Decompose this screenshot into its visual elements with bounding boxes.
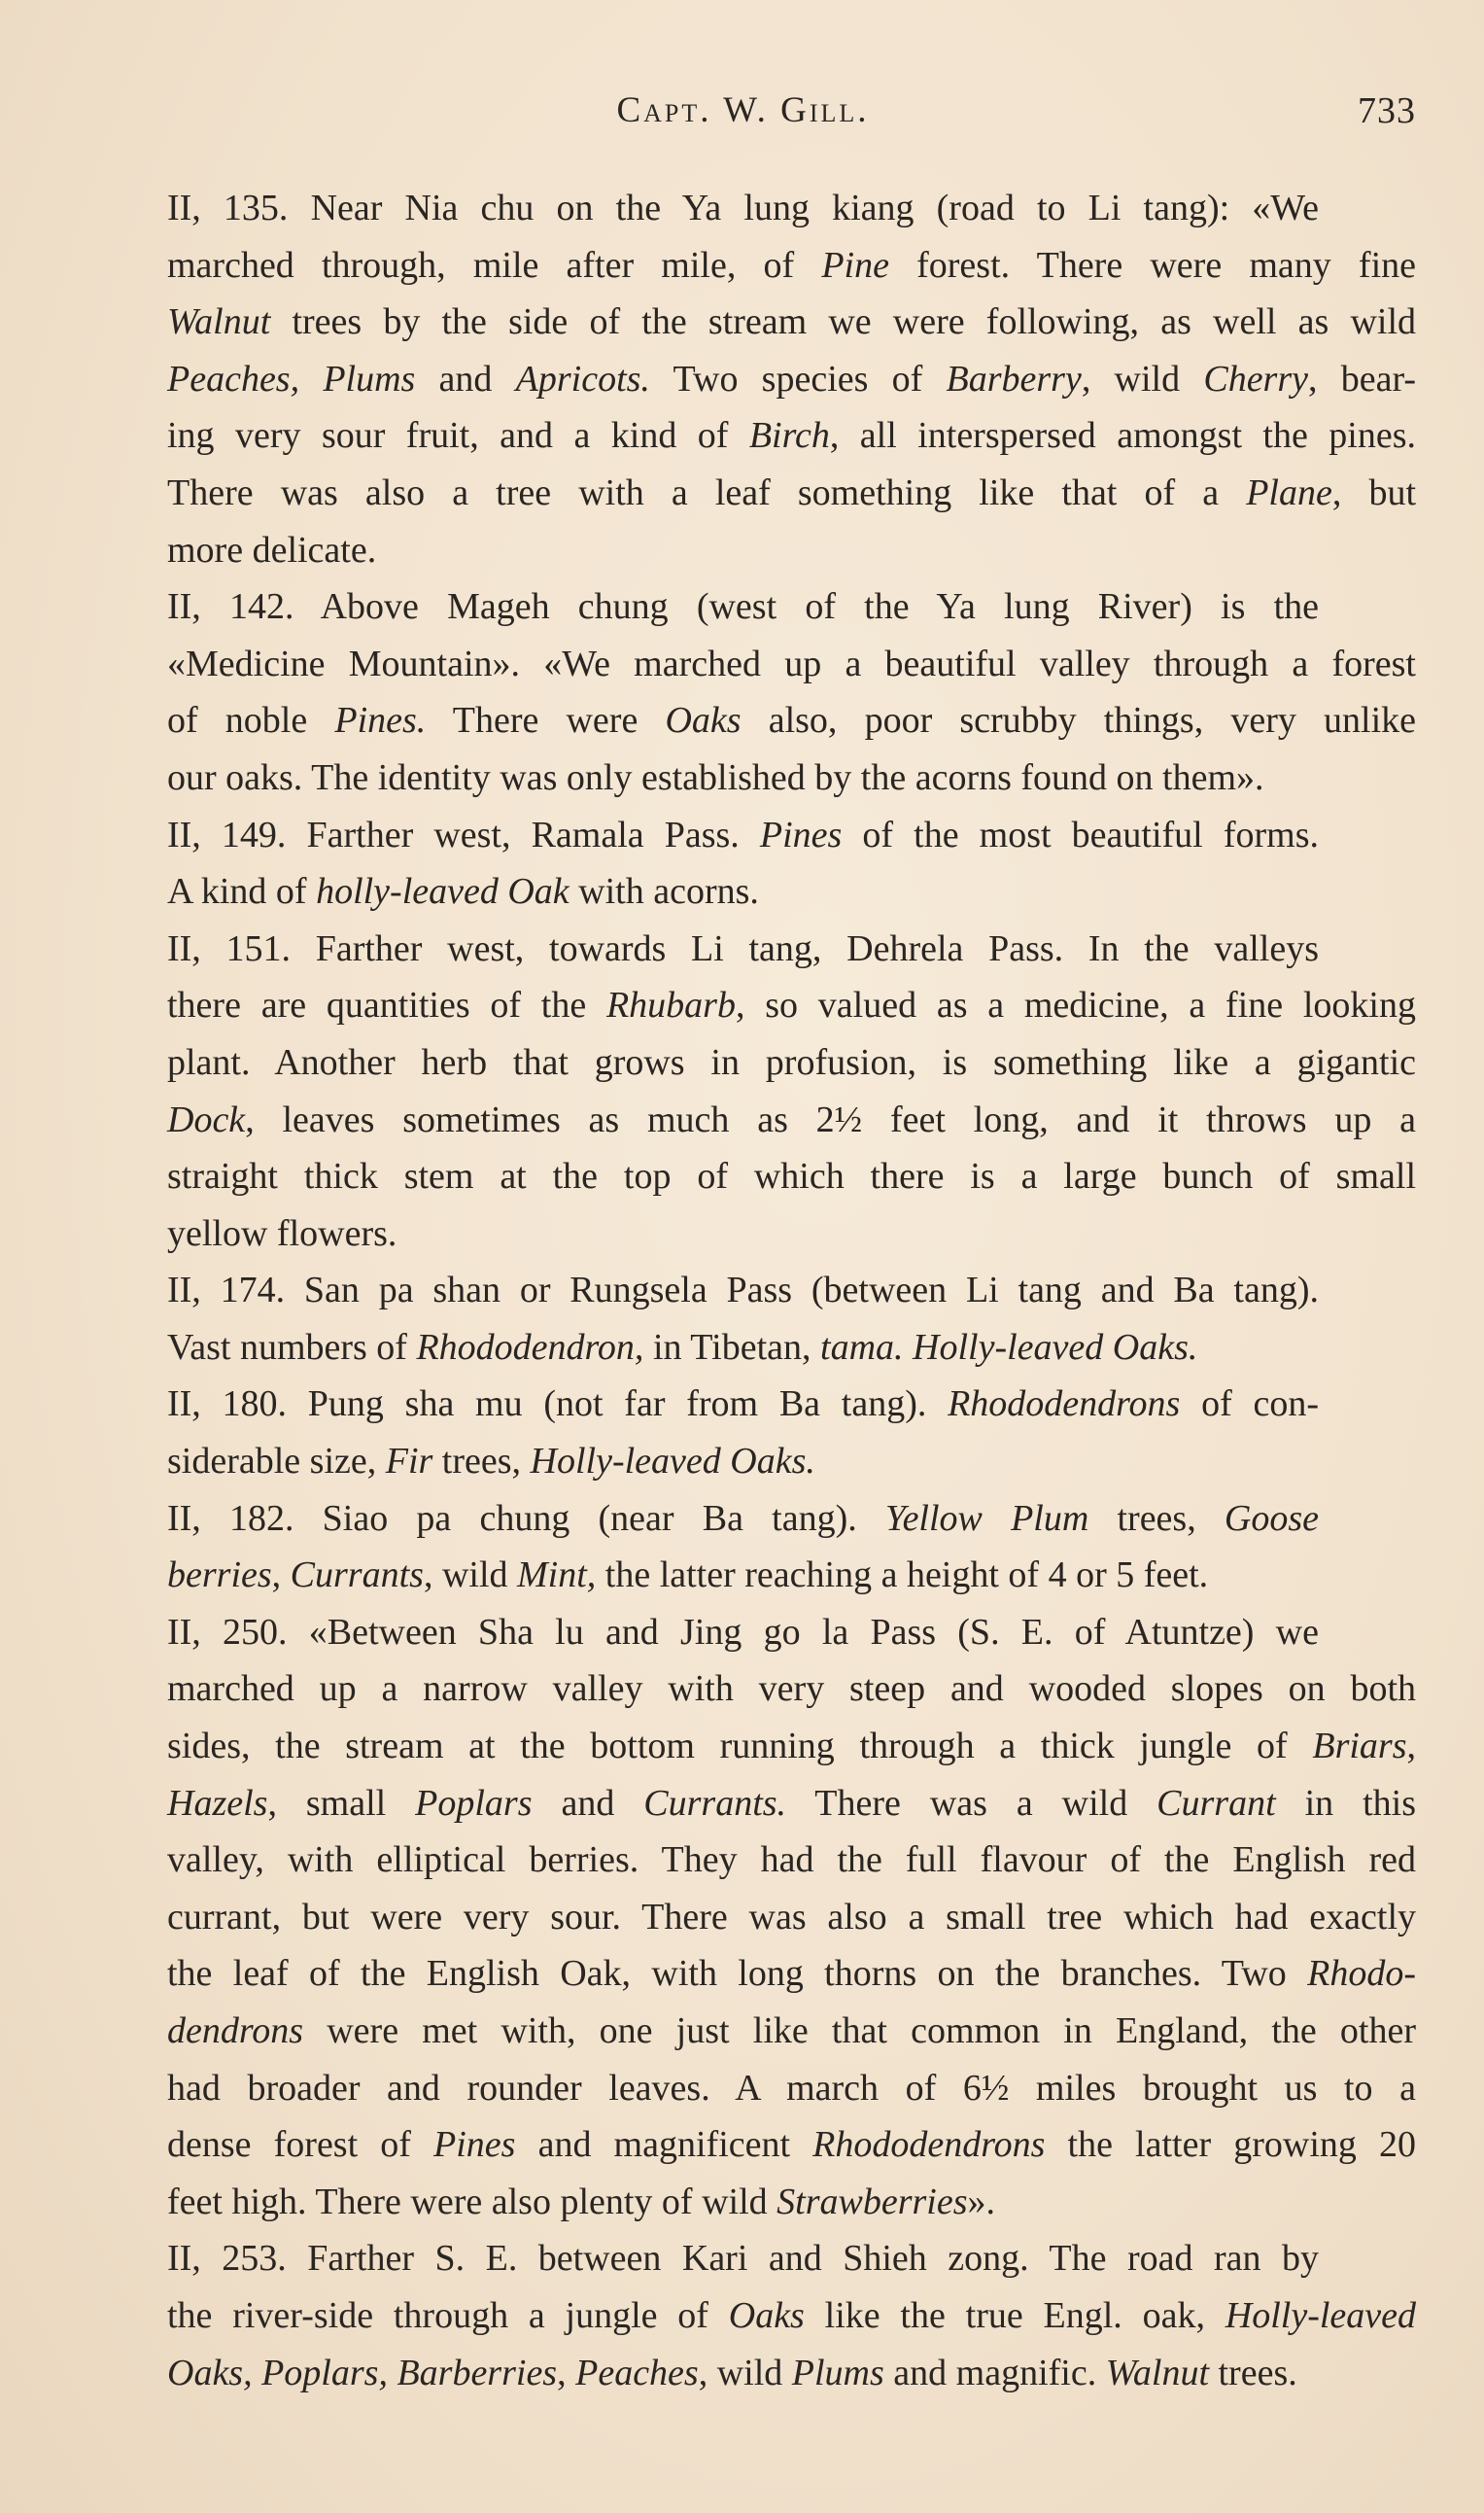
page-number: 733 bbox=[1358, 90, 1416, 131]
text-line bbox=[70, 1376, 1319, 1433]
text-run: , bbox=[271, 1554, 291, 1596]
text-run: , wild bbox=[698, 2352, 792, 2393]
italic-term: Apricots. bbox=[515, 358, 650, 400]
text-run: II, 253. Farther S. E. between Kari and Shieh zong. The road ran by bbox=[167, 2238, 1319, 2280]
text-run: of the most beautiful forms. bbox=[842, 814, 1319, 855]
text-run: more delicate. bbox=[167, 529, 377, 571]
italic-term: Rhododendrons bbox=[948, 1383, 1181, 1425]
text-run: yellow flowers. bbox=[167, 1212, 397, 1254]
text-line bbox=[70, 1433, 1416, 1490]
paragraph bbox=[70, 1376, 1416, 1489]
paragraph bbox=[70, 578, 1416, 806]
italic-term: Oaks, Poplars, Barberries bbox=[167, 2352, 558, 2393]
text-line bbox=[70, 1262, 1319, 1319]
text-run: , leaves sometimes as much as 2½ feet long, and it throws up a bbox=[245, 1099, 1416, 1140]
text-line bbox=[70, 692, 1416, 750]
text-line bbox=[70, 2345, 1416, 2402]
text-run: , small bbox=[267, 1782, 416, 1824]
text-line bbox=[70, 2116, 1416, 2174]
italic-term: Peaches, Plums bbox=[167, 358, 416, 400]
italic-term: Dock bbox=[167, 1099, 246, 1140]
italic-term: Currant bbox=[1156, 1782, 1276, 1824]
text-run: II, 142. Above Mageh chung (west of the Ya lung River) is the bbox=[167, 586, 1319, 628]
text-run: siderable size, bbox=[167, 1441, 386, 1483]
text-line bbox=[70, 1490, 1319, 1548]
text-line bbox=[70, 750, 1416, 807]
italic-term: Pines. bbox=[334, 700, 427, 742]
italic-term: Barberry bbox=[946, 358, 1082, 400]
body-text bbox=[70, 180, 1416, 2401]
italic-term: Plane bbox=[1246, 471, 1332, 513]
paragraph bbox=[70, 2230, 1416, 2401]
text-run: There were bbox=[426, 700, 666, 742]
text-run: , so valued as a medicine, a fine looking bbox=[735, 985, 1416, 1027]
text-run: the river-side through a jungle of bbox=[167, 2294, 729, 2336]
text-run: the latter growing 20 bbox=[1045, 2124, 1416, 2166]
text-run: of con- bbox=[1180, 1383, 1319, 1425]
text-line bbox=[70, 1604, 1319, 1661]
text-line bbox=[70, 2174, 1416, 2231]
italic-term: Holly-leaved bbox=[1225, 2294, 1416, 2336]
text-run: , bear- bbox=[1308, 358, 1417, 400]
page-header bbox=[70, 89, 1416, 138]
text-line bbox=[70, 1319, 1416, 1377]
text-line bbox=[70, 465, 1416, 522]
italic-term: tama. Holly-leaved Oaks. bbox=[820, 1326, 1198, 1368]
text-run: dense forest of bbox=[167, 2124, 434, 2166]
text-line bbox=[70, 921, 1319, 978]
paragraph bbox=[70, 1490, 1416, 1604]
text-run: marched through, mile after mile, of bbox=[167, 244, 822, 286]
italic-term: Pine bbox=[821, 244, 889, 286]
text-run: Vast numbers of bbox=[167, 1326, 417, 1368]
paragraph bbox=[70, 1262, 1416, 1376]
paragraph bbox=[70, 921, 1416, 1263]
text-line bbox=[70, 578, 1319, 636]
text-run: our oaks. The identity was only established by the acorns found on them». bbox=[167, 756, 1264, 798]
text-run: and bbox=[532, 1782, 644, 1824]
italic-term: Oaks bbox=[728, 2294, 805, 2336]
text-run: like the true Engl. oak, bbox=[804, 2294, 1225, 2336]
text-line bbox=[70, 977, 1416, 1034]
italic-term: Pines bbox=[759, 814, 843, 855]
text-run: ». bbox=[967, 2181, 996, 2222]
text-run: the latter reaching a height of 4 or 5 feet. bbox=[596, 1554, 1209, 1596]
italic-term: Birch bbox=[748, 415, 830, 457]
text-run: in Tibetan, bbox=[643, 1326, 821, 1368]
italic-term: dendrons bbox=[167, 2010, 304, 2051]
italic-term: Cherry bbox=[1203, 358, 1308, 400]
text-line bbox=[70, 2230, 1319, 2287]
text-run: Two species of bbox=[649, 358, 947, 400]
paragraph bbox=[70, 1604, 1416, 2231]
text-run: trees, bbox=[1088, 1497, 1225, 1539]
italic-term: Walnut bbox=[1105, 2352, 1209, 2393]
text-run: had broader and rounder leaves. A march of 6½ miles brought us to a bbox=[167, 2067, 1416, 2109]
text-run: trees, bbox=[432, 1441, 531, 1483]
text-line bbox=[70, 1660, 1416, 1718]
text-line bbox=[70, 1832, 1416, 1889]
text-run: There was also a tree with a leaf something like that of a bbox=[167, 471, 1247, 513]
text-run: currant, but were very sour. There was also a small tree which had exactly bbox=[167, 1896, 1416, 1937]
italic-term: Briars bbox=[1312, 1726, 1407, 1767]
italic-term: Rhubarb bbox=[605, 985, 736, 1027]
text-run: , but bbox=[1331, 471, 1417, 513]
text-run: marched up a narrow valley with very steep and wooded slopes on both bbox=[167, 1668, 1416, 1710]
italic-term: Peaches bbox=[575, 2352, 699, 2393]
italic-term: Holly-leaved Oaks. bbox=[530, 1441, 815, 1483]
italic-term: Yellow Plum bbox=[884, 1497, 1089, 1539]
text-line bbox=[70, 1547, 1416, 1604]
italic-term: Strawberries bbox=[777, 2181, 968, 2222]
italic-term: Plums bbox=[791, 2352, 884, 2393]
text-run: A kind of bbox=[167, 871, 317, 913]
text-line bbox=[70, 807, 1319, 864]
italic-term: Currants. bbox=[643, 1782, 787, 1824]
text-run: in this bbox=[1275, 1782, 1416, 1824]
italic-term: Fir bbox=[385, 1441, 433, 1483]
text-run: and bbox=[415, 358, 516, 400]
text-line bbox=[70, 1034, 1416, 1092]
text-line bbox=[70, 2287, 1416, 2345]
text-run: there are quantities of the bbox=[167, 985, 606, 1027]
text-run: There was a wild bbox=[786, 1782, 1157, 1824]
text-run: , wild bbox=[1081, 358, 1204, 400]
text-line bbox=[70, 351, 1416, 408]
text-run: II, 180. Pung sha mu (not far from Ba tang). bbox=[167, 1383, 949, 1425]
italic-term: Hazels bbox=[167, 1782, 268, 1824]
text-run: ing very sour fruit, and a kind of bbox=[167, 415, 749, 457]
text-run: valley, with elliptical berries. They had the full flavour of the English red bbox=[167, 1839, 1416, 1881]
italic-term: Rhododendron, bbox=[416, 1326, 644, 1368]
text-line bbox=[70, 407, 1416, 465]
paragraph bbox=[70, 807, 1416, 921]
text-line bbox=[70, 636, 1416, 693]
text-run: II, 135. Near Nia chu on the Ya lung kiang (road to Li tang): «We bbox=[167, 188, 1319, 228]
text-line bbox=[70, 294, 1416, 351]
text-run: and magnific. bbox=[883, 2352, 1106, 2393]
text-line bbox=[70, 2003, 1416, 2060]
italic-term: Mint, bbox=[517, 1554, 597, 1596]
text-run: II, 182. Siao pa chung (near Ba tang). bbox=[167, 1497, 885, 1539]
text-line bbox=[70, 1148, 1416, 1205]
text-run: II, 151. Farther west, towards Li tang, Dehrela Pass. In the valleys bbox=[167, 927, 1319, 969]
text-line bbox=[70, 1775, 1416, 1832]
text-run: , bbox=[1406, 1726, 1416, 1767]
text-line bbox=[70, 1205, 1416, 1263]
text-run: , wild bbox=[423, 1554, 517, 1596]
text-run: feet high. There were also plenty of wild bbox=[167, 2181, 777, 2222]
text-run: were met with, one just like that common in England, the other bbox=[303, 2010, 1416, 2051]
paragraph bbox=[70, 180, 1416, 578]
text-run: sides, the stream at the bottom running through a thick jungle of bbox=[167, 1726, 1313, 1767]
text-line bbox=[70, 1889, 1416, 1946]
italic-term: Walnut bbox=[167, 301, 271, 343]
italic-term: Rhododendrons bbox=[812, 2124, 1046, 2166]
text-run: II, 174. San pa shan or Rungsela Pass (between Li tang and Ba tang). bbox=[167, 1270, 1319, 1311]
text-run: trees by the side of the stream we were following, as well as wild bbox=[270, 301, 1416, 343]
text-run: , all interspersed amongst the pines. bbox=[829, 415, 1416, 457]
italic-term: Currants bbox=[290, 1554, 424, 1596]
running-head: Capt. W. Gill. bbox=[616, 90, 870, 130]
text-run: «Medicine Mountain». «We marched up a beautiful valley through a forest bbox=[167, 643, 1416, 684]
text-run: , bbox=[557, 2352, 576, 2393]
text-line bbox=[70, 863, 1416, 921]
text-run: and magnificent bbox=[515, 2124, 813, 2166]
italic-term: Poplars bbox=[415, 1782, 533, 1824]
text-line bbox=[70, 522, 1416, 579]
text-run: forest. There were many fine bbox=[888, 244, 1417, 286]
italic-term: berries bbox=[167, 1554, 272, 1596]
text-run: the leaf of the English Oak, with long thorns on the branches. Two bbox=[167, 1953, 1308, 1995]
text-line bbox=[70, 180, 1319, 237]
text-line bbox=[70, 237, 1416, 295]
italic-term: Pines bbox=[433, 2124, 516, 2166]
text-run: trees. bbox=[1209, 2352, 1297, 2393]
text-run: II, 149. Farther west, Ramala Pass. bbox=[167, 814, 760, 855]
text-run: of noble bbox=[167, 700, 335, 742]
italic-term: holly-leaved Oak bbox=[316, 871, 569, 913]
text-run: II, 250. «Between Sha lu and Jing go la Pass (S. E. of Atuntze) we bbox=[167, 1611, 1319, 1653]
italic-term: Rhodo- bbox=[1307, 1953, 1416, 1995]
text-line bbox=[70, 1945, 1416, 2003]
italic-term: Oaks bbox=[665, 700, 742, 742]
text-line bbox=[70, 2060, 1416, 2117]
italic-term: Goose bbox=[1224, 1497, 1320, 1539]
text-run: plant. Another herb that grows in profusion, is something like a gigantic bbox=[167, 1041, 1416, 1083]
text-line bbox=[70, 1718, 1416, 1775]
text-run: also, poor scrubby things, very unlike bbox=[741, 700, 1416, 742]
text-run: straight thick stem at the top of which there is a large bunch of small bbox=[167, 1156, 1416, 1198]
text-run: with acorns. bbox=[569, 871, 759, 913]
text-line bbox=[70, 1092, 1416, 1149]
